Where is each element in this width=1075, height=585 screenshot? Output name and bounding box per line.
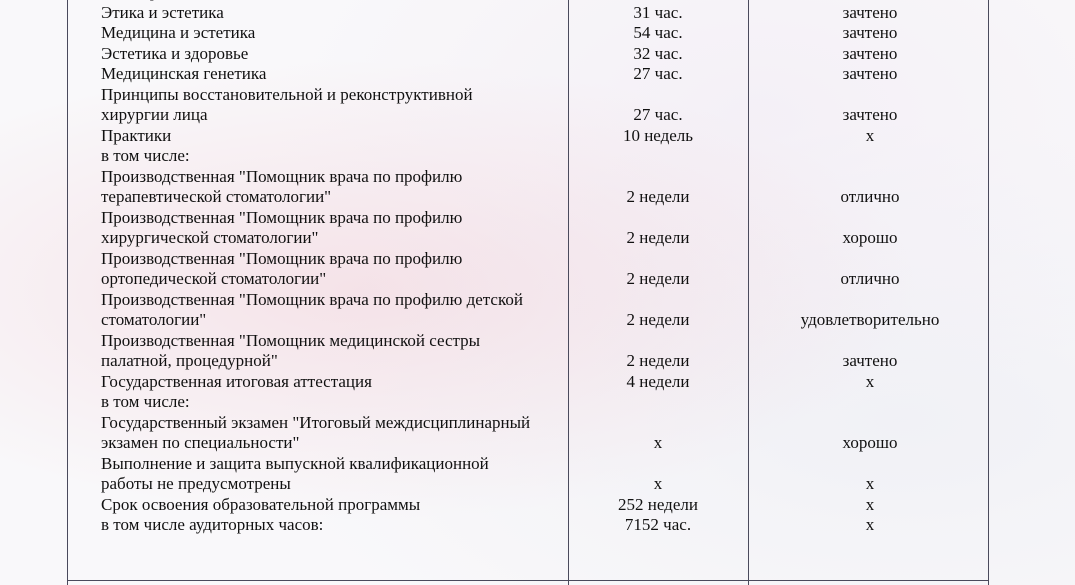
grade-cell: x <box>865 515 875 534</box>
discipline-name-line: Срок освоения образовательной программы <box>101 494 421 514</box>
discipline-name-line: Государственная итоговая аттестация <box>101 371 372 391</box>
hours-cell: 27 час. <box>633 105 683 124</box>
grade-cell: x <box>865 125 875 145</box>
discipline-name-line: Принципы восстановительной и реконструктивной <box>101 84 473 104</box>
discipline-name <box>101 413 571 454</box>
hours-cell: 2 недели <box>626 228 690 247</box>
grade-cell: хорошо <box>842 433 898 452</box>
grade-cell: хорошо <box>842 228 898 247</box>
grade-cell: отлично <box>840 269 900 288</box>
table-row <box>0 392 1075 413</box>
grade-cell: зачтено <box>842 64 898 83</box>
discipline-name <box>101 208 571 249</box>
discipline-name-line: ортопедической стоматологии" <box>101 269 327 288</box>
discipline-name-line: терапевтической стоматологии" <box>101 187 332 206</box>
discipline-name-line: Эстетика и здоровье <box>101 43 249 63</box>
table-row <box>0 290 1075 331</box>
discipline-name <box>101 515 571 536</box>
discipline-name <box>101 167 571 208</box>
discipline-name-line: хирургической стоматологии" <box>101 228 319 247</box>
hours-cell: 32 час. <box>633 43 683 63</box>
grade-cell: x <box>865 494 875 514</box>
discipline-name <box>101 372 571 393</box>
discipline-name <box>101 23 571 44</box>
grade-cell: зачтено <box>842 43 898 63</box>
table-row <box>0 126 1075 147</box>
discipline-name-line: экзамен по специальности" <box>101 433 300 452</box>
discipline-name-line: Производственная "Помощник врача по профилю <box>101 207 463 227</box>
grade-cell: удовлетворительно <box>800 310 940 329</box>
discipline-name <box>101 146 571 167</box>
table-row <box>0 146 1075 167</box>
discipline-name <box>101 331 571 372</box>
hours-cell: x <box>653 433 663 452</box>
discipline-name-line: стоматологии" <box>101 310 207 329</box>
grade-cell: зачтено <box>842 351 898 370</box>
discipline-name-line: работы не предусмотрены <box>101 474 291 493</box>
discipline-name <box>101 126 571 147</box>
hours-cell: 2 недели <box>626 310 690 329</box>
table-row <box>0 454 1075 495</box>
discipline-name <box>101 392 571 413</box>
hours-cell: 252 недели <box>618 494 698 514</box>
grade-cell: отлично <box>840 187 900 206</box>
table-row <box>0 331 1075 372</box>
discipline-name <box>101 249 571 290</box>
discipline-name-line: Этика и эстетика <box>101 2 224 22</box>
discipline-name-line: Производственная "Помощник врача по профилю <box>101 166 463 186</box>
discipline-name-line: в том числе: <box>101 392 190 411</box>
hours-cell: 2 недели <box>626 269 690 288</box>
table-row <box>0 249 1075 290</box>
table-border-bottom <box>67 580 989 581</box>
discipline-name <box>101 454 571 495</box>
table-row <box>0 515 1075 536</box>
discipline-name <box>101 495 571 516</box>
discipline-name-line: Практики <box>101 125 172 145</box>
table-row <box>0 85 1075 126</box>
discipline-name-line: Медицинская генетика <box>101 64 267 83</box>
discipline-name-line: Производственная "Помощник медицинской сестры <box>101 330 481 350</box>
table-row <box>0 495 1075 516</box>
hours-cell: 54 час. <box>633 23 683 42</box>
discipline-name <box>101 64 571 85</box>
table-row <box>0 413 1075 454</box>
table-row <box>0 44 1075 65</box>
table-row <box>0 3 1075 24</box>
discipline-name-line: Производственная "Помощник врача по профилю детской <box>101 289 523 309</box>
table-row <box>0 167 1075 208</box>
table-row <box>0 372 1075 393</box>
discipline-name-line: Выполнение и защита выпускной квалификационной <box>101 453 489 473</box>
grade-cell: зачтено <box>842 23 898 42</box>
hours-cell: x <box>653 474 663 493</box>
discipline-name <box>101 85 571 126</box>
discipline-name <box>101 44 571 65</box>
hours-cell: 31 час. <box>633 2 683 22</box>
discipline-name-line: хирургии лица <box>101 105 208 124</box>
hours-cell: 10 недель <box>622 125 694 145</box>
grade-cell: x <box>865 371 875 391</box>
grade-cell: зачтено <box>842 2 898 22</box>
discipline-name-line: Производственная "Помощник врача по профилю <box>101 248 463 268</box>
table-row <box>0 64 1075 85</box>
discipline-name-line: Государственный экзамен "Итоговый междисциплинарный <box>101 412 531 432</box>
hours-cell: 4 недели <box>626 371 690 391</box>
discipline-name-line: в том числе аудиторных часов: <box>101 515 324 534</box>
table-row <box>0 208 1075 249</box>
discipline-name-line: в том числе: <box>101 146 190 165</box>
grade-cell: x <box>865 474 875 493</box>
hours-cell: 27 час. <box>633 64 683 83</box>
table-row <box>0 23 1075 44</box>
hours-cell: 2 недели <box>626 351 690 370</box>
discipline-name <box>101 290 571 331</box>
grade-cell: зачтено <box>842 105 898 124</box>
discipline-name <box>101 3 571 24</box>
hours-cell: 7152 час. <box>624 515 692 534</box>
discipline-name-line: Медицина и эстетика <box>101 23 256 42</box>
hours-cell: 2 недели <box>626 187 690 206</box>
discipline-name-line: палатной, процедурной" <box>101 351 278 370</box>
